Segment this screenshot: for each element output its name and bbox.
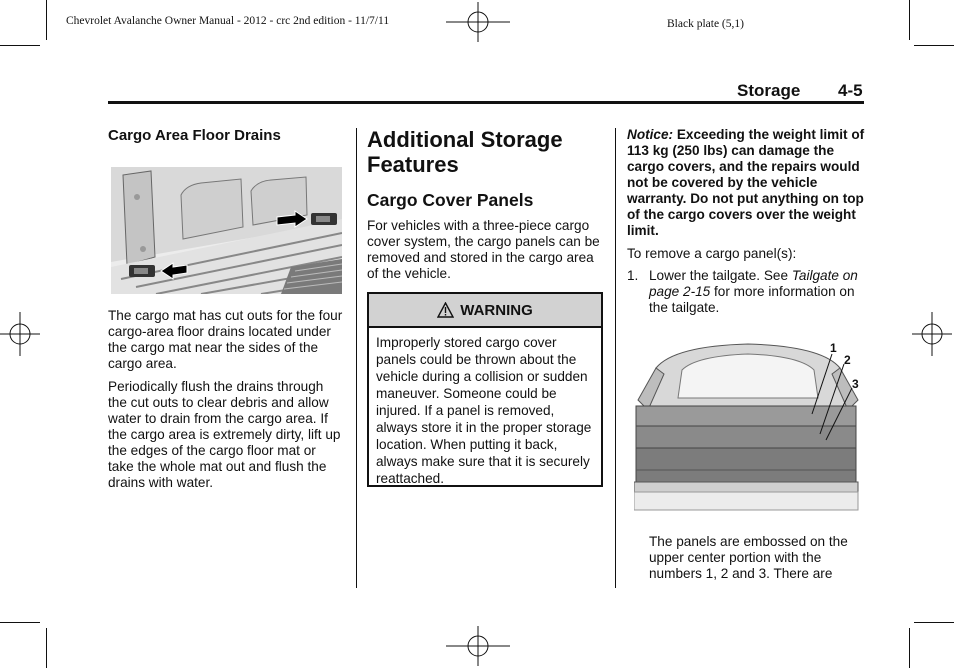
cargo-cover-intro: For vehicles with a three-piece cargo cover system, the cargo panels can be removed and stored in the cargo area of the vehicle. bbox=[367, 218, 600, 281]
callout-3: 3 bbox=[852, 377, 859, 391]
step-number: 1. bbox=[627, 268, 639, 283]
crop-mark bbox=[0, 622, 40, 623]
remove-intro: To remove a cargo panel(s): bbox=[627, 246, 797, 261]
warning-box bbox=[367, 292, 603, 487]
crop-mark bbox=[909, 0, 910, 40]
left-column-text bbox=[108, 308, 344, 498]
section-divider bbox=[108, 101, 864, 104]
cargo-cover-panels-illustration bbox=[634, 340, 862, 512]
crop-mark bbox=[914, 622, 954, 623]
notice-label: Notice: bbox=[627, 127, 674, 142]
step-text bbox=[649, 268, 863, 316]
crop-mark bbox=[914, 45, 954, 46]
warning-header bbox=[369, 294, 601, 328]
column-divider bbox=[615, 128, 616, 588]
step-text-before: Lower the tailgate. See bbox=[649, 268, 792, 283]
column-divider bbox=[356, 128, 357, 588]
callout-2: 2 bbox=[844, 353, 851, 367]
registration-mark-icon bbox=[912, 312, 952, 356]
crop-mark bbox=[909, 628, 910, 668]
section-name: Storage bbox=[737, 81, 801, 100]
paragraph: Periodically flush the drains through the cut outs to clear debris and allow water to drain from the cargo area. If the cargo area is extremely dirty, lift up the edges of the cargo floor mat or take the whole mat out and flush the drains with water. bbox=[108, 379, 341, 490]
plate-label: Black plate (5,1) bbox=[667, 18, 744, 30]
warning-text: Improperly stored cargo cover panels could be thrown about the vehicle during a collision or sudden maneuver. Someone could be injured. If a panel is removed, always store it in the proper storage location. When putting it back, always make sure that it is securely reattached. bbox=[376, 335, 592, 486]
registration-mark-icon bbox=[446, 626, 510, 666]
section-heading: Cargo Area Floor Drains bbox=[108, 127, 281, 144]
registration-mark-icon bbox=[0, 312, 40, 356]
crop-mark bbox=[46, 0, 47, 40]
page-title: Additional Storage Features bbox=[367, 127, 563, 177]
panels-embossed-text: The panels are embossed on the upper center portion with the numbers 1, 2 and 3. There are bbox=[649, 534, 848, 581]
tailgate-link[interactable]: Tailgate on page 2-15 bbox=[649, 268, 858, 299]
step-text-after: for more information on the tailgate. bbox=[649, 284, 855, 315]
crop-mark bbox=[0, 45, 40, 46]
callout-1: 1 bbox=[830, 341, 837, 355]
paragraph: The cargo mat has cut outs for the four cargo-area floor drains located under the cargo mat near the sides of the cargo area. bbox=[108, 308, 343, 371]
page-number: 4-5 bbox=[838, 81, 863, 100]
manual-title: Chevrolet Avalanche Owner Manual - 2012 - crc 2nd edition - 11/7/11 bbox=[66, 15, 390, 27]
warning-triangle-icon bbox=[437, 302, 454, 318]
notice-block bbox=[627, 127, 865, 239]
crop-mark bbox=[46, 628, 47, 668]
subsection-heading: Cargo Cover Panels bbox=[367, 190, 534, 210]
registration-mark-icon bbox=[446, 2, 510, 42]
cargo-floor-drain-illustration bbox=[111, 167, 342, 294]
notice-text: Exceeding the weight limit of 113 kg (250 lbs) can damage the cargo covers, and the repairs would not be covered by the vehicle warranty. Do not put anything on top of the cargo covers over the weight limit. bbox=[627, 127, 865, 238]
warning-label: WARNING bbox=[460, 301, 533, 319]
